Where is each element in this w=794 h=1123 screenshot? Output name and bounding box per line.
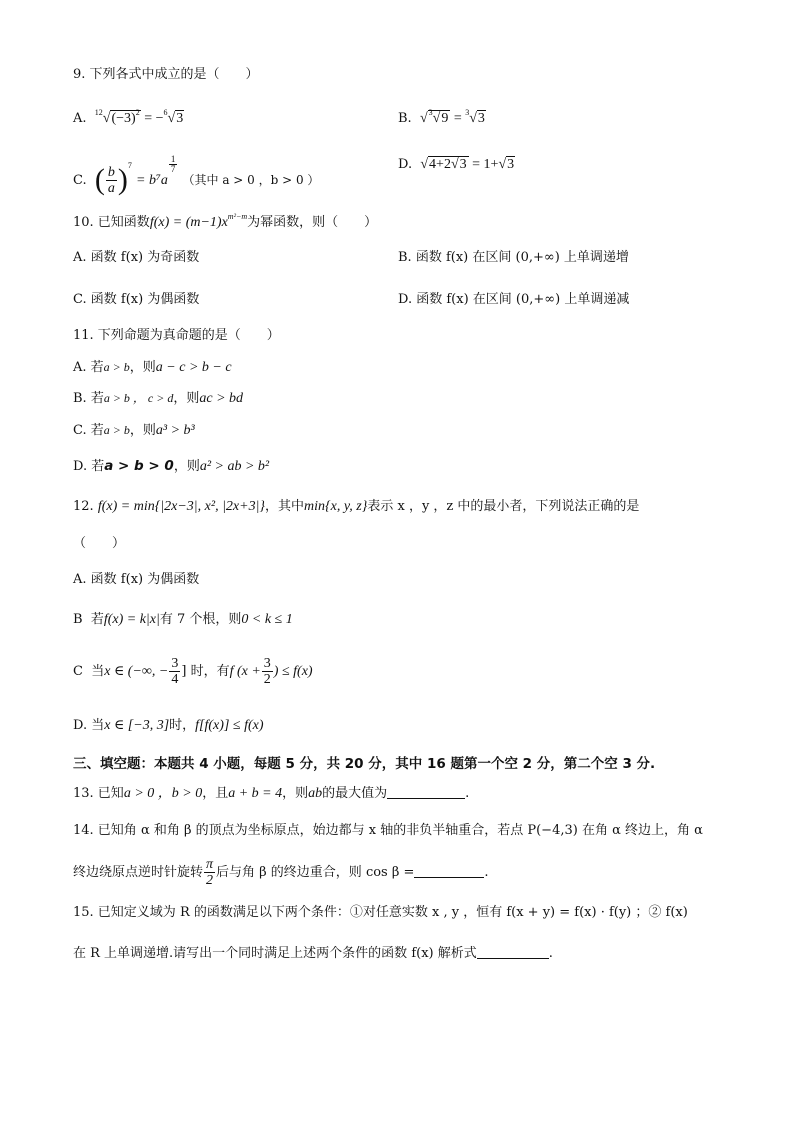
- q9-option-b: [398, 104, 486, 128]
- q12-option-d: D. 当x ∈ [−3, 3]时，f[f(x)] ≤ f(x): [73, 718, 264, 733]
- option-label: A.: [73, 111, 87, 126]
- q15-line-2: 在 R 上单调递增.请写出一个同时满足上述两个条件的函数 f(x) 解析式 .: [73, 946, 553, 961]
- q14-line-2: 终边绕原点逆时针旋转 $\frac{\pi}{2}$ 后与角 β 的终边重合，则 cos β = .: [73, 857, 489, 888]
- q10-option-a: A. 函数 f(x) 为奇函数: [73, 250, 200, 265]
- q12-stem-paren: （ ）: [73, 536, 126, 551]
- q12-stem: 12. f(x) = min{|2x−3|, x², |2x+3|}，其中min{x, y, z}表示 x ，y ，z 中的最小者，下列说法正确的是: [73, 499, 640, 514]
- section-3-title: 三、填空题：本题共 4 小题，每题 5 分，共 20 分，其中 16 题第一个空 2 分，第二个空 3 分.: [73, 756, 656, 772]
- q12-option-c: C 当x ∈ (−∞, − $\frac{3}{4}$ ] 时，有f (x + $\frac{3}{2}$ ) ≤ f(x): [73, 656, 313, 687]
- q10-function-expr: f(x) = (m−1)x: [149, 215, 228, 230]
- q10-option-d: D. 函数 f(x) 在区间 (0,+∞) 上单调递减: [398, 292, 630, 307]
- q11-option-b: B. 若a > b ， c > d，则ac > bd: [73, 391, 244, 406]
- q10-option-c: C. 函数 f(x) 为偶函数: [73, 292, 200, 307]
- q9-stem: 9. 下列各式中成立的是（ ）: [73, 67, 259, 82]
- q10-option-b: B. 函数 f(x) 在区间 (0,+∞) 上单调递增: [398, 250, 629, 265]
- q12-function-expr: f(x) = min{|2x−3|, x², |2x+3|}: [97, 499, 266, 514]
- q9-option-d: [398, 156, 515, 174]
- q11-option-a: A. 若a > b，则a − c > b − c: [73, 360, 232, 375]
- q12-option-a: A. 函数 f(x) 为偶函数: [73, 572, 200, 587]
- option-label: B.: [398, 111, 412, 126]
- q11-option-c: C. 若a > b，则a³ > b³: [73, 423, 195, 438]
- q11-stem: 11. 下列命题为真命题的是（ ）: [73, 328, 280, 343]
- q14-line-1: 14. 已知角 α 和角 β 的顶点为坐标原点，始边都与 x 轴的非负半轴重合，若点 P(−4,3) 在角 α 终边上，角 α: [73, 823, 703, 838]
- answer-blank[interactable]: [414, 877, 484, 878]
- q9-option-a: [73, 104, 184, 128]
- q10-stem: 10. 已知函数$f(x) = (m-1)x^{m^2-m}$为幂函数，则（ ）: [73, 212, 378, 230]
- q9-b-expr: √$^3$√9 = $^3$√3: [419, 108, 485, 126]
- q9-option-c: C. ( $\frac{b}{a}$ )$^7$ = b⁷a $\frac{1}{7}$ （其中 a > 0 ，b > 0 ）: [73, 154, 320, 196]
- q9-c-rhs: = b⁷a: [136, 173, 168, 188]
- q9-a-expr: $^{12}√(-3)^2 = -^6√3$: [94, 108, 184, 126]
- answer-blank[interactable]: [477, 958, 549, 959]
- q9-d-expr: √4+2√3 = 1+√3: [420, 157, 515, 172]
- option-label: D.: [398, 157, 413, 172]
- answer-blank[interactable]: [387, 798, 465, 799]
- q9-c-condition: （其中 a > 0 ，b > 0 ）: [182, 173, 320, 187]
- q12-option-b: B 若f(x) = k|x|有 7 个根，则0 < k ≤ 1: [73, 612, 293, 627]
- q13-stem: 13. 已知a > 0 ，b > 0，且a + b = 4，则ab的最大值为 .: [73, 786, 470, 801]
- q15-line-1: 15. 已知定义域为 R 的函数满足以下两个条件：①对任意实数 x , y ，恒有 f(x + y) = f(x) · f(y) ；② f(x): [73, 905, 688, 920]
- q11-option-d: D. 若a > b > 0，则a² > ab > b²: [73, 458, 270, 474]
- option-label: C.: [73, 173, 87, 188]
